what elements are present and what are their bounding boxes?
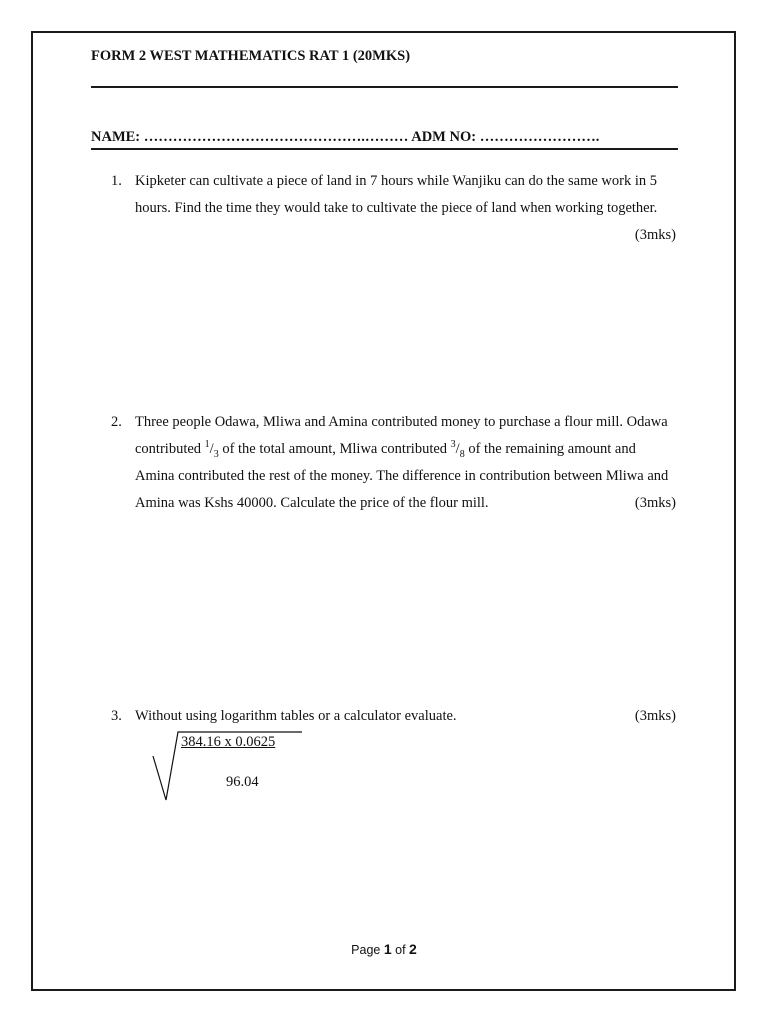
- question-marks: (3mks): [634, 708, 676, 724]
- question-1: [111, 168, 676, 249]
- question-3: [111, 703, 676, 730]
- fraction-denominator: 8: [459, 448, 465, 460]
- expression-denominator: 96.04: [226, 774, 259, 790]
- question-marks: (3mks): [634, 227, 676, 243]
- question-text: Without using logarithm tables or a calculator evaluate.: [135, 708, 457, 724]
- page-footer: [0, 941, 768, 957]
- current-page: 1: [383, 941, 392, 957]
- question-text: of the remaining amount and Amina contributed the rest of the money. The difference in contribution between Mliwa and Amina was Kshs 40000. Calculate the price of the flour mill.: [135, 441, 669, 511]
- of-word: of: [395, 943, 406, 957]
- exam-title: FORM 2 WEST MATHEMATICS RAT 1 (20MKS): [91, 48, 411, 64]
- total-pages: 2: [409, 941, 417, 957]
- title-divider: [91, 86, 678, 88]
- question-text: Kipketer can cultivate a piece of land in 7 hours while Wanjiku can do the same work in 5 hours. Find the time they would take to cultivate the piece of land when working together.: [135, 173, 658, 216]
- question-marks: (3mks): [634, 495, 676, 511]
- fraction-numerator: 3: [450, 439, 456, 451]
- question-number: 1.: [111, 173, 122, 189]
- name-divider: [91, 148, 678, 150]
- question-2: 2. Three people Odawa, Mliwa and Amina contributed money to purchase a flour mill. Odawa contributed $^1/_3$ of the total amount, Mliwa contributed $^3/_8$ of the remaining amount and Amina contributed the rest of the money. The difference in contribution between Mliwa and Amina was Kshs 40000. Calculate the price of the flour mill. (3mks): [111, 409, 676, 517]
- name-blank: ……………………………………….………: [143, 129, 409, 145]
- question-text: of the total amount, Mliwa contributed: [218, 441, 451, 457]
- name-label: NAME:: [91, 129, 141, 145]
- page-word: Page: [351, 943, 381, 957]
- name-adm-line: [91, 129, 599, 146]
- fraction-denominator: 3: [213, 448, 219, 460]
- adm-blank: …………………….: [479, 129, 600, 145]
- fraction-numerator: 1: [204, 439, 210, 451]
- expression-numerator: 384.16 x 0.0625: [181, 734, 276, 750]
- question-number: 3.: [111, 708, 122, 724]
- question-number: 2.: [111, 414, 122, 430]
- adm-label: ADM NO:: [411, 129, 477, 145]
- question-text: Three people Odawa, Mliwa and Amina contributed money to purchase a flour mill. Odawa contributed: [135, 414, 668, 457]
